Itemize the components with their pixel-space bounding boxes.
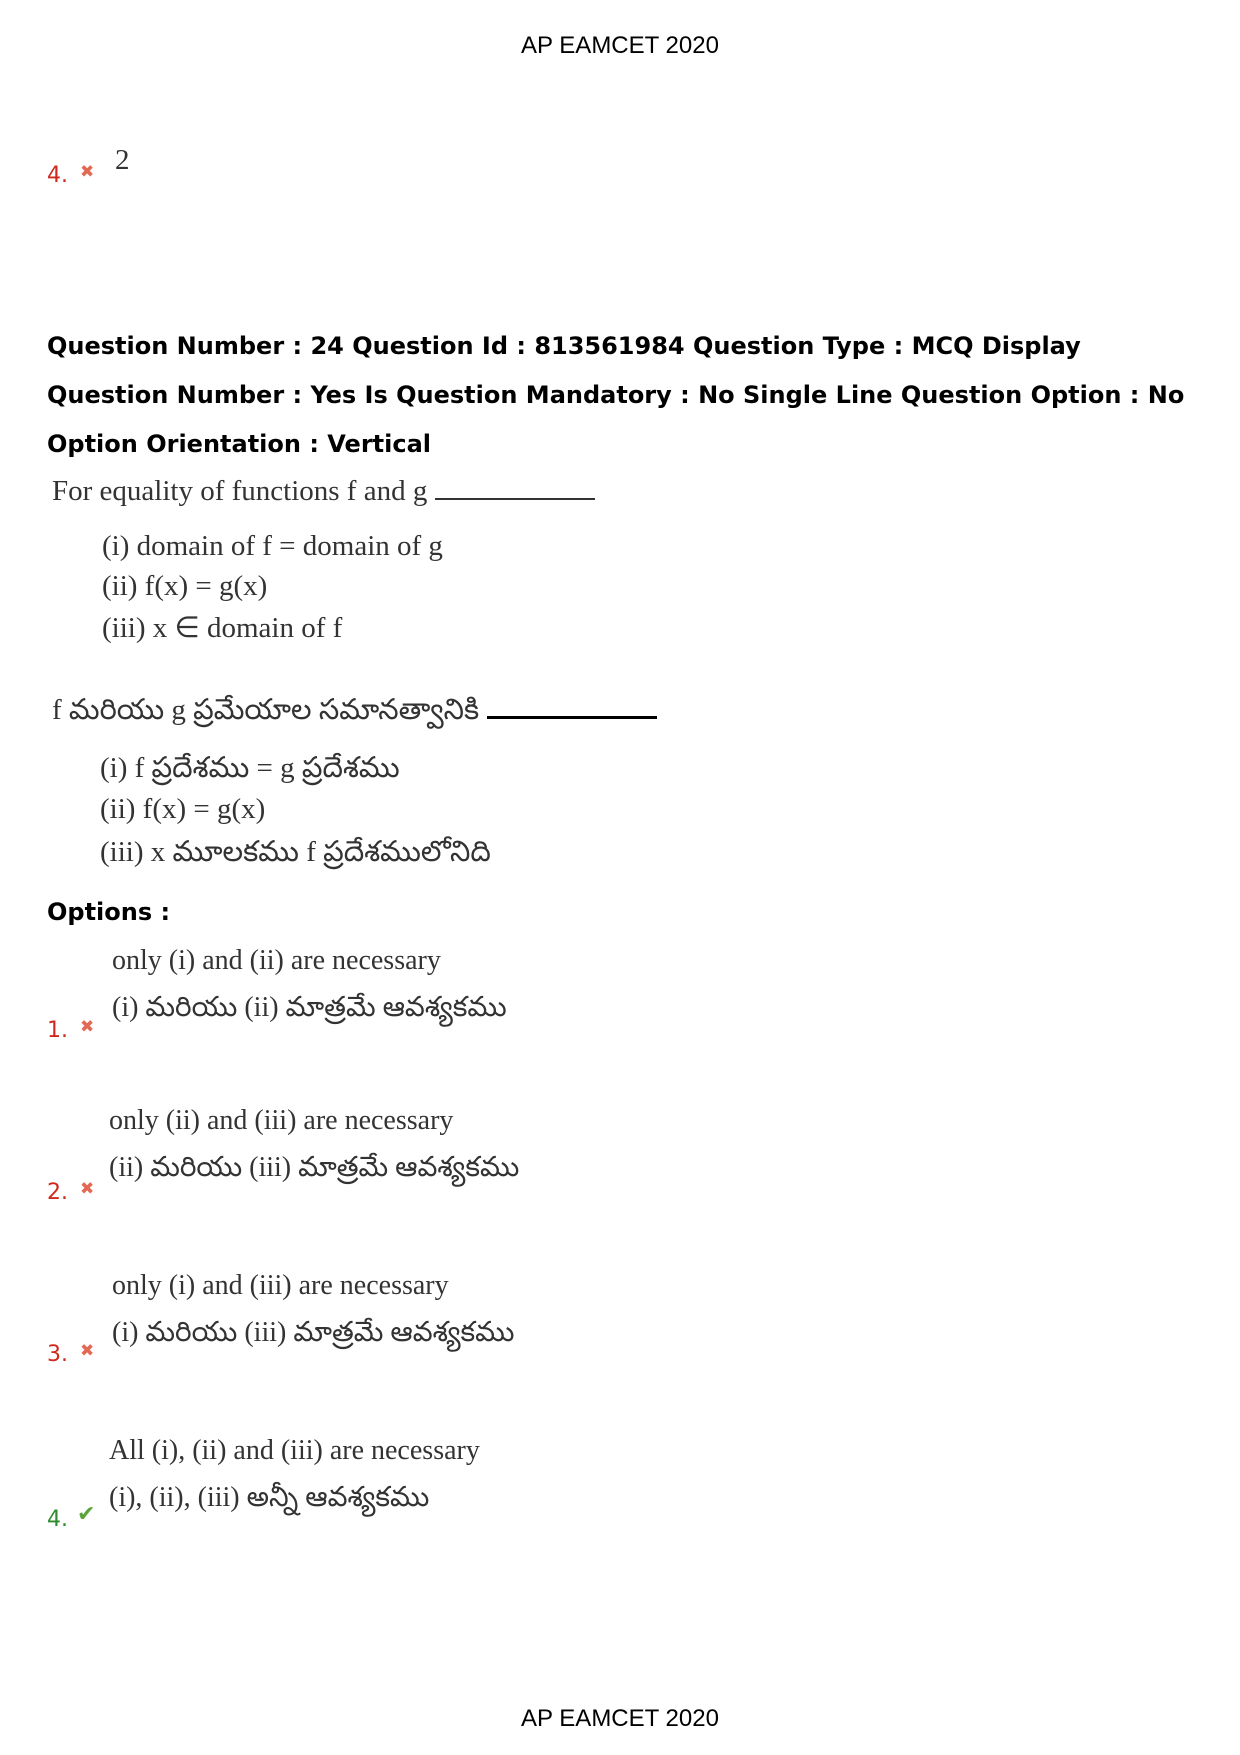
question-stem-te	[52, 690, 657, 734]
question-meta: Question Number : 24 Question Id : 813561984 Question Type : MCQ Display Question Number : Yes Is Question Mandatory : No Single Line Question Option : No Option Orientation : Vertical	[47, 332, 1185, 458]
option-2-te: (ii) మరియు (iii) మాత్రమే ఆవశ్యకము	[109, 1152, 520, 1183]
condition-en-1: (i) domain of f = domain of g	[102, 530, 443, 562]
answer-blank-te	[487, 690, 657, 719]
page-footer: AP EAMCET 2020	[521, 1705, 719, 1732]
option-3-number: 3.	[47, 1342, 68, 1367]
condition-en-2: (ii) f(x) = g(x)	[102, 570, 268, 602]
option-1-te: (i) మరియు (ii) మాత్రమే ఆవశ్యకము	[112, 992, 507, 1023]
condition-te-3: (iii) x మూలకము f ప్రదేశములోనిది	[100, 836, 491, 868]
condition-te-1: (i) f ప్రదేశము = g ప్రదేశము	[100, 752, 400, 784]
option-3-te: (i) మరియు (iii) మాత్రమే ఆవశ్యకము	[112, 1317, 515, 1348]
option-2-en: only (ii) and (iii) are necessary	[109, 1105, 454, 1136]
option-3-en: only (i) and (iii) are necessary	[112, 1270, 449, 1301]
option-4-en: All (i), (ii) and (iii) are necessary	[109, 1435, 480, 1466]
check-icon: ✔	[77, 1502, 96, 1527]
option-1-en: only (i) and (ii) are necessary	[112, 945, 441, 976]
answer-blank	[435, 472, 595, 500]
option-1-number: 1.	[47, 1018, 68, 1043]
condition-te-2: (ii) f(x) = g(x)	[100, 793, 266, 825]
option-2-number: 2.	[47, 1180, 68, 1205]
option-4-te: (i), (ii), (iii) అన్నీ ఆవశ్యకము	[109, 1482, 430, 1513]
stem-en-text: For equality of functions f and g	[52, 475, 428, 507]
cross-icon: ✖	[80, 1341, 95, 1361]
cross-icon: ✖	[80, 1179, 95, 1199]
question-stem-en	[52, 472, 595, 508]
prev-option-text: 2	[115, 144, 130, 176]
condition-en-3: (iii) x ∈ domain of f	[102, 612, 343, 644]
cross-icon: ✖	[80, 1017, 95, 1037]
prev-option-number: 4.	[47, 163, 68, 188]
page-header: AP EAMCET 2020	[521, 32, 719, 59]
stem-te-text: f మరియు g ప్రమేయాల సమానత్వానికి	[52, 694, 480, 726]
cross-icon: ✖	[80, 162, 95, 182]
option-4-number: 4.	[47, 1507, 68, 1532]
options-label: Options :	[47, 898, 171, 926]
